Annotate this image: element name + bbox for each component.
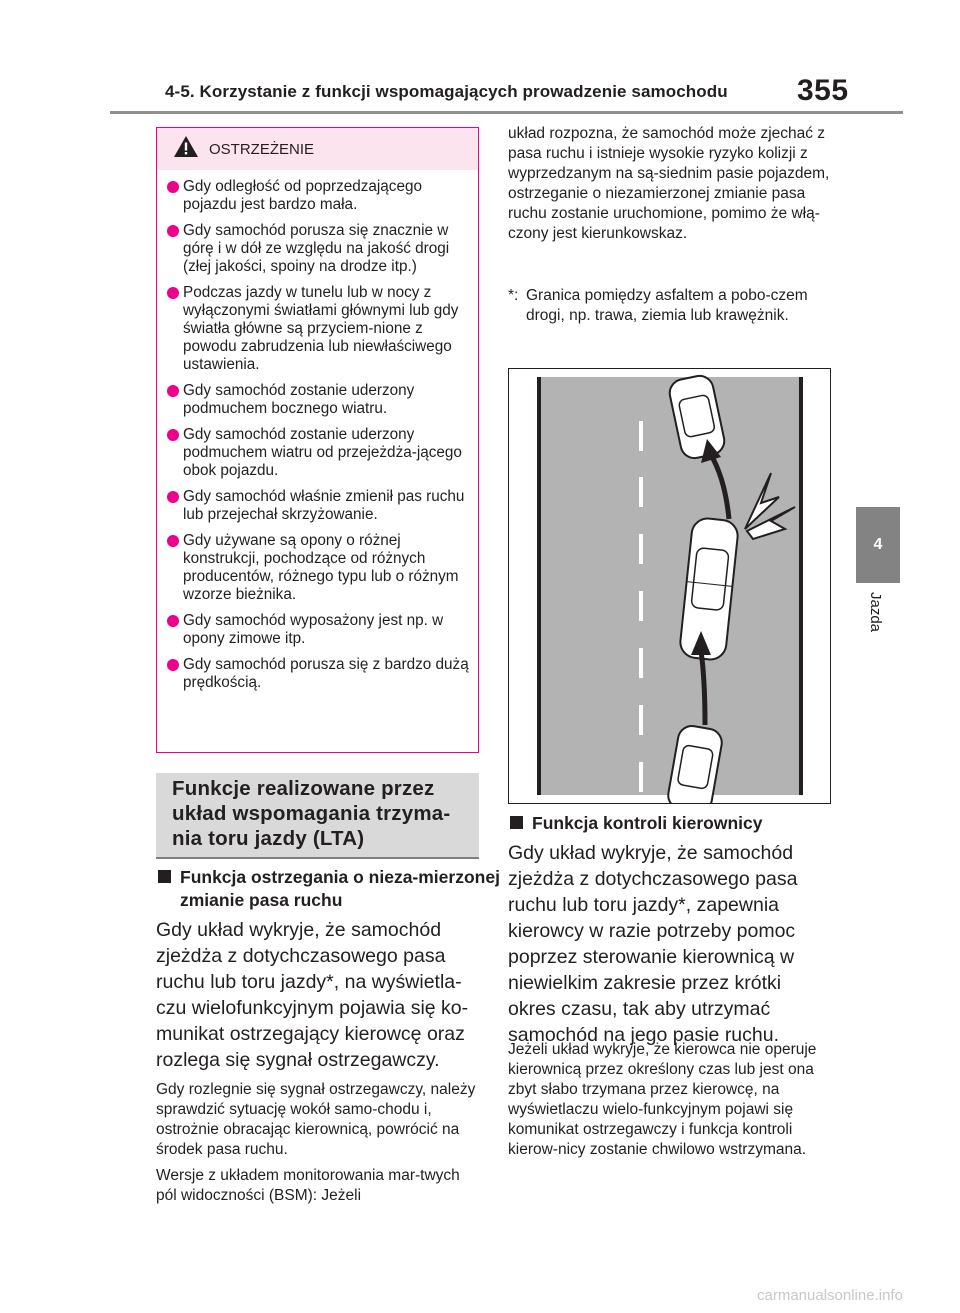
lane-warning-body: Gdy układ wykryje, że samochód zjeżdża z dotychczasowego pasa ruchu lub toru jazdy*, na wyświetla-czu wielofunkcyjnym pojawia się ko-munikat ostrzegający kierowcę oraz rozlega się sygnał ostrzegawczy. — [156, 919, 469, 1071]
warning-item: Gdy samochód właśnie zmienił pas ruchu lub przejechał skrzyżowanie. — [167, 488, 472, 524]
warning-item: Gdy samochód wyposażony jest np. w opony zimowe itp. — [167, 612, 472, 648]
warning-triangle-icon — [173, 135, 199, 163]
bullet-icon — [167, 287, 179, 299]
lane-departure-illustration — [508, 368, 831, 804]
lane-warning-note-2: Wersje z układem monitorowania mar-twych pól widoczności (BSM): Jeżeli — [156, 1167, 460, 1204]
chapter-number: 4 — [873, 536, 883, 553]
bullet-icon — [167, 429, 179, 441]
warning-item: Gdy odległość od poprzedzającego pojazdu jest bardzo mała. — [167, 178, 472, 214]
steering-note: Jeżeli układ wykryje, że kierowca nie operuje kierownicą przez określony czas lub jest ona zbyt słabo trzymana przez kierowcę, na wyświetlaczu wielo-funkcyjnym pojawi się komunikat ostrzegawczy i funkcja kontroli kierow-nicy zostanie chwilowo wstrzymana. — [508, 1041, 817, 1158]
warning-title: OSTRZEŻENIE — [209, 140, 315, 158]
lane-warning-note-1: Gdy rozlegnie się sygnał ostrzegawczy, należy sprawdzić sytuację wokół samo-chodu i, ostrożnie obracając kierownicą, powrócić na środek pasa ruchu. — [156, 1081, 476, 1158]
warning-item: Gdy samochód porusza się z bardzo dużą prędkością. — [167, 656, 472, 692]
steering-heading: Funkcja kontroli kierownicy — [508, 812, 854, 835]
chapter-label: Jazda — [867, 592, 884, 633]
warning-item: Gdy używane są opony o różnej konstrukcji, pochodzące od różnych producentów, różnego typu lub o różnym wzorze bieżnika. — [167, 532, 472, 604]
header-rule — [110, 111, 903, 114]
bullet-icon — [167, 181, 179, 193]
warning-box — [156, 127, 479, 753]
bullet-icon — [167, 535, 179, 547]
bullet-icon — [167, 491, 179, 503]
footnote-text: Granica pomiędzy asfaltem a pobo-czem drogi, np. trawa, ziemia lub krawężnik. — [526, 287, 808, 324]
bullet-icon — [167, 225, 179, 237]
warning-header — [157, 128, 478, 170]
page-number: 355 — [797, 74, 849, 107]
watermark: carmanualsonline.info — [757, 1287, 903, 1304]
warning-item: Gdy samochód porusza się znacznie w górę i w dół ze względu na jakość drogi (złej jakości, spoiny na drodze itp.) — [167, 222, 472, 276]
page-header-title: 4-5. Korzystanie z funkcji wspomagających prowadzenie samochodu — [165, 82, 728, 101]
warning-list — [157, 170, 478, 692]
bullet-icon — [167, 615, 179, 627]
section-title: Funkcje realizowane przez układ wspomagania trzyma-nia toru jazdy (LTA) — [172, 777, 451, 850]
warning-item: Gdy samochód zostanie uderzony podmuchem bocznego wiatru. — [167, 382, 472, 418]
bullet-icon — [167, 385, 179, 397]
lane-warning-heading: Funkcja ostrzegania o nieza-mierzonej zmianie pasa ruchu — [156, 866, 502, 912]
section-heading — [156, 773, 479, 859]
warning-item: Podczas jazdy w tunelu lub w nocy z wyłączonymi światłami głównymi lub gdy światła główne są przyciem-nione z powodu zabrudzenia lub niewłaściwego ustawienia. — [167, 284, 472, 374]
square-bullet-icon — [158, 870, 171, 883]
square-bullet-icon — [510, 816, 523, 829]
warning-item: Gdy samochód zostanie uderzony podmuchem wiatru od przejeżdża-jącego obok pojazdu. — [167, 426, 472, 480]
footnote — [508, 286, 831, 326]
chapter-tab[interactable] — [856, 507, 900, 583]
steering-body: Gdy układ wykryje, że samochód zjeżdża z dotychczasowego pasa ruchu lub toru jazdy*, zapewnia kierowcy w razie potrzeby pomoc poprzez sterowanie kierownicą w niewielkim zakresie przez krótki okres czasu, tak aby utrzymać samochód na jego pasie ruchu. — [508, 842, 798, 1046]
footnote-mark: *: — [508, 287, 519, 304]
bullet-icon — [167, 659, 179, 671]
lane-warning-continuation: układ rozpozna, że samochód może zjechać z pasa ruchu i istnieje wysokie ryzyko kolizji z wyprzedzanym na są-siednim pasie pojazdem, ostrzeganie o niezamierzonej zmianie pasa ruchu zostanie uruchomione, pomimo że włą-czony jest kierunkowskaz. — [508, 125, 830, 242]
